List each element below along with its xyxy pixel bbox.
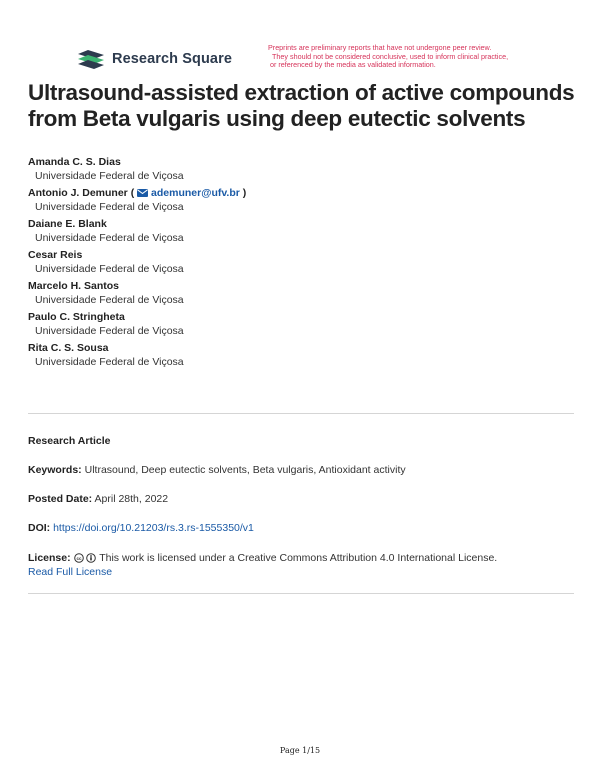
cc-icon — [74, 553, 84, 563]
license-label: License: — [28, 552, 71, 564]
keywords-value: Ultrasound, Deep eutectic solvents, Beta vulgaris, Antioxidant activity — [84, 464, 406, 476]
author-name: Antonio J. Demuner — [28, 187, 128, 199]
author-affiliation: Universidade Federal de Viçosa — [35, 263, 184, 275]
author-entry — [28, 279, 568, 307]
license-text: This work is licensed under a Creative Commons Attribution 4.0 International License. — [99, 552, 498, 564]
author-name-row — [28, 186, 568, 200]
preprint-notice — [268, 44, 538, 70]
article-type-label: Research Article — [28, 435, 111, 447]
email-paren-open: ( — [130, 187, 135, 199]
envelope-icon — [137, 189, 148, 197]
author-entry — [28, 217, 568, 245]
divider — [28, 413, 574, 414]
doi-label: DOI: — [28, 522, 51, 534]
research-square-logo-icon — [76, 48, 106, 70]
posted-date-value: April 28th, 2022 — [94, 493, 169, 505]
notice-line: They should not be considered conclusive, used to inform clinical practice, — [272, 51, 509, 61]
author-entry — [28, 341, 568, 369]
posted-date-label: Posted Date: — [28, 493, 93, 505]
author-entry — [28, 155, 568, 183]
doi-link[interactable]: https://doi.org/10.21203/rs.3.rs-1555350/v1 — [53, 522, 254, 534]
email-paren-close: ) — [242, 187, 247, 199]
notice-line: or referenced by the media as validated information. — [270, 60, 436, 70]
author-affiliation: Universidade Federal de Viçosa — [35, 201, 184, 213]
author-affiliation: Universidade Federal de Viçosa — [35, 232, 184, 244]
keywords-label: Keywords: — [28, 464, 82, 476]
keywords-row — [28, 463, 578, 477]
author-email-link[interactable]: ademuner@ufv.br — [151, 187, 240, 199]
doi-row — [28, 521, 578, 535]
page-number: Page 1/15 — [279, 746, 321, 755]
author-name: Marcelo H. Santos — [28, 280, 120, 292]
posted-date-row — [28, 492, 578, 506]
svg-text:cc: cc — [76, 555, 82, 561]
author-entry — [28, 310, 568, 338]
divider — [28, 593, 574, 594]
author-list — [28, 155, 568, 372]
author-entry — [28, 248, 568, 276]
author-affiliation: Universidade Federal de Viçosa — [35, 325, 184, 337]
article-type — [28, 434, 578, 448]
attribution-icon — [86, 553, 96, 563]
author-name: Rita C. S. Sousa — [28, 342, 109, 354]
license-row — [28, 551, 578, 579]
author-entry — [28, 186, 568, 214]
brand-name: Research Square — [112, 51, 232, 67]
research-square-logo[interactable] — [76, 48, 232, 70]
read-full-license-link[interactable]: Read Full License — [28, 566, 113, 578]
author-name: Paulo C. Stringheta — [28, 311, 125, 323]
author-affiliation: Universidade Federal de Viçosa — [35, 170, 184, 182]
author-affiliation: Universidade Federal de Viçosa — [35, 356, 184, 368]
author-affiliation: Universidade Federal de Viçosa — [35, 294, 184, 306]
author-name: Daiane E. Blank — [28, 218, 107, 230]
notice-line: Preprints are preliminary reports that have not undergone peer review. — [268, 43, 492, 52]
paper-title: Ultrasound-assisted extraction of active compounds from Beta vulgaris using deep eutectic solvents — [28, 80, 575, 131]
author-name: Amanda C. S. Dias — [28, 156, 121, 168]
author-name: Cesar Reis — [28, 249, 83, 261]
